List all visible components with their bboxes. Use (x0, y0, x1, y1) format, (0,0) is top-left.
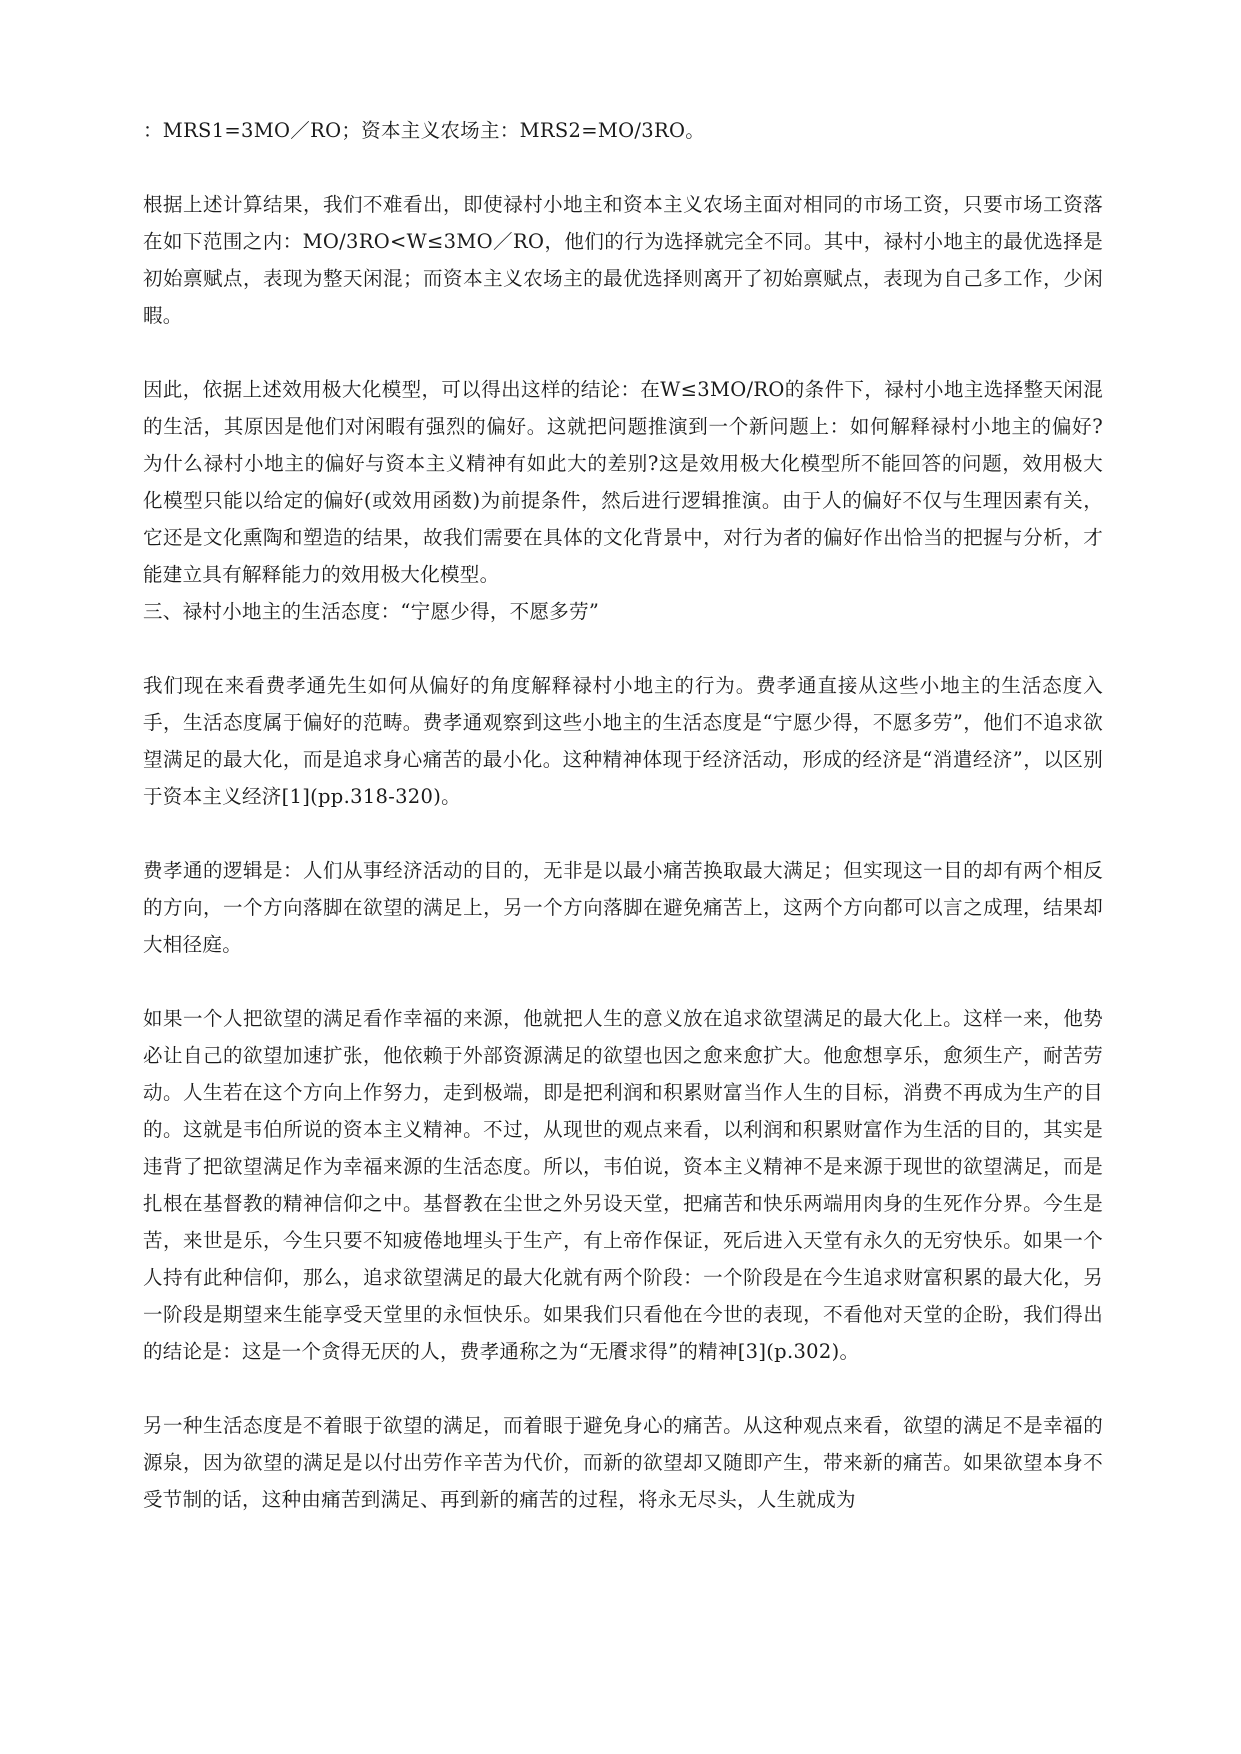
text-body (143, 112, 1103, 1518)
section-heading: 三、禄村小地主的生活态度：“宁愿少得，不愿多劳” (143, 600, 600, 623)
paragraph-fei-explanation: 我们现在来看费孝通先生如何从偏好的角度解释禄村小地主的行为。费孝通直接从这些小地主的生活态度入手，生活态度属于偏好的范畴。费孝通观察到这些小地主的生活态度是“宁愿少得，不愿多劳”，他们不追求欲望满足的最大化，而是追求身心痛苦的最小化。这种精神体现于经济活动，形成的经济是“消遣经济”，以区别于资本主义经济[1](pp.318-320)。 (143, 674, 1103, 808)
paragraph-desire-satisfaction: 如果一个人把欲望的满足看作幸福的来源，他就把人生的意义放在追求欲望满足的最大化上。这样一来，他势必让自己的欲望加速扩张，他依赖于外部资源满足的欲望也因之愈来愈扩大。他愈想享乐，愈须生产，耐苦劳动。人生若在这个方向上作努力，走到极端，即是把利润和积累财富当作人生的目标，消费不再成为生产的目的。这就是韦伯所说的资本主义精神。不过，从现世的观点来看，以利润和积累财富作为生活的目的，其实是违背了把欲望满足作为幸福来源的生活态度。所以，韦伯说，资本主义精神不是来源于现世的欲望满足，而是扎根在基督教的精神信仰之中。基督教在尘世之外另设天堂，把痛苦和快乐两端用肉身的生死作分界。今生是苦，来世是乐，今生只要不知疲倦地埋头于生产，有上帝作保证，死后进入天堂有永久的无穷快乐。如果一个人持有此种信仰，那么，追求欲望满足的最大化就有两个阶段：一个阶段是在今生追求财富积累的最大化，另一阶段是期望来生能享受天堂里的永恒快乐。如果我们只看他在今世的表现，不看他对天堂的企盼，我们得出的结论是：这是一个贪得无厌的人，费孝通称之为“无餍求得”的精神[3](p.302)。 (143, 1007, 1103, 1363)
paragraph-calculation-result: 根据上述计算结果，我们不难看出，即使禄村小地主和资本主义农场主面对相同的市场工资，只要市场工资落在如下范围之内：MO/3RO<W≤3MO／RO，他们的行为选择就完全不同。其中，禄村小地主的最优选择是初始禀赋点，表现为整天闲混；而资本主义农场主的最优选择则离开了初始禀赋点，表现为自己多工作，少闲暇。 (143, 193, 1103, 327)
paragraph-avoid-pain: 另一种生活态度是不着眼于欲望的满足，而着眼于避免身心的痛苦。从这种观点来看，欲望的满足不是幸福的源泉，因为欲望的满足是以付出劳作辛苦为代价，而新的欲望却又随即产生，带来新的痛苦。如果欲望本身不受节制的话，这种由痛苦到满足、再到新的痛苦的过程，将永无尽头，人生就成为 (143, 1414, 1103, 1511)
paragraph-conclusion: 因此，依据上述效用极大化模型，可以得出这样的结论：在W≤3MO/RO的条件下，禄村小地主选择整天闲混的生活，其原因是他们对闲暇有强烈的偏好。这就把问题推演到一个新问题上：如何解释禄村小地主的偏好?为什么禄村小地主的偏好与资本主义精神有如此大的差别?这是效用极大化模型所不能回答的问题，效用极大化模型只能以给定的偏好(或效用函数)为前提条件，然后进行逻辑推演。由于人的偏好不仅与生理因素有关，它还是文化熏陶和塑造的结果，故我们需要在具体的文化背景中，对行为者的偏好作出恰当的把握与分析，才能建立具有解释能力的效用极大化模型。 (143, 378, 1103, 586)
paragraph-formula: ：MRS1=3MO／RO；资本主义农场主：MRS2=MO/3RO。 (143, 119, 706, 142)
paragraph-fei-logic: 费孝通的逻辑是：人们从事经济活动的目的，无非是以最小痛苦换取最大满足；但实现这一目的却有两个相反的方向，一个方向落脚在欲望的满足上，另一个方向落脚在避免痛苦上，这两个方向都可以言之成理，结果却大相径庭。 (143, 859, 1103, 956)
